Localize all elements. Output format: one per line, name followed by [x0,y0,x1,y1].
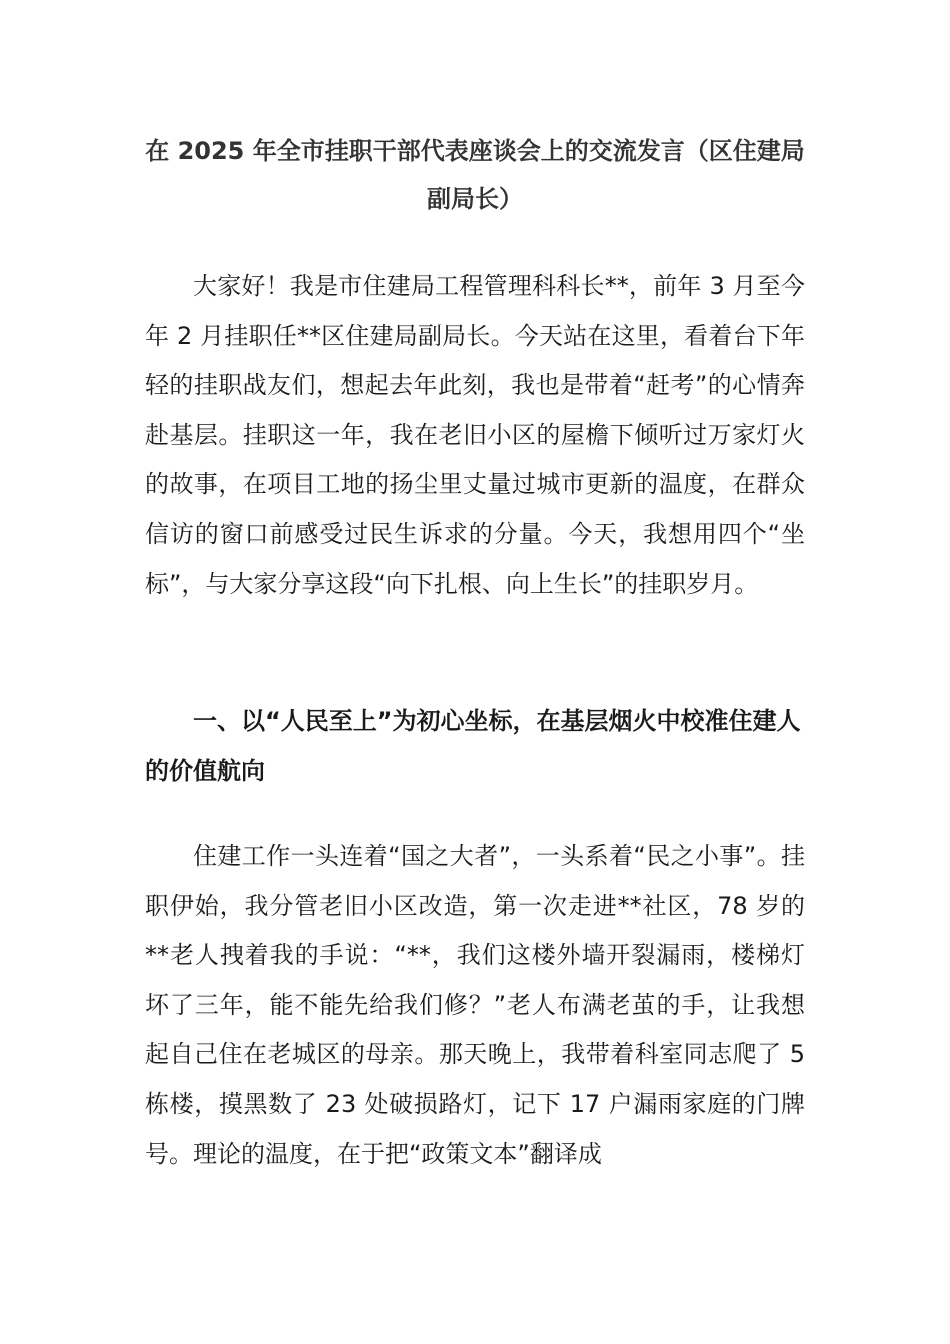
section-paragraph: 住建工作一头连着“国之大者”，一头系着“民之小事”。挂职伊始，我分管老旧小区改造，第一次走进**社区，78 岁的**老人拽着我的手说：“**，我们这楼外墙开裂漏雨，楼梯灯坏了三年，能不能先给我们修？”老人布满老茧的手，让我想起自己住在老城区的母亲。那天晚上，我带着科室同志爬了 5 栋楼，摸黑数了 23 处破损路灯，记下 17 户漏雨家庭的门牌号。理论的温度，在于把“政策文本”翻译成 [145,842,805,1168]
document-title: 在 2025 年全市挂职干部代表座谈会上的交流发言（区住建局副局长） [145,137,805,213]
intro-paragraph: 大家好！我是市住建局工程管理科科长**，前年 3 月至今年 2 月挂职任**区住建局副局长。今天站在这里，看着台下年轻的挂职战友们，想起去年此刻，我也是带着“赶考”的心情奔赴基层。挂职这一年，我在老旧小区的屋檐下倾听过万家灯火的故事，在项目工地的扬尘里丈量过城市更新的温度，在群众信访的窗口前感受过民生诉求的分量。今天，我想用四个“坐标”，与大家分享这段“向下扎根、向上生长”的挂职岁月。 [145,272,805,598]
section-heading: 一、以“人民至上”为初心坐标，在基层烟火中校准住建人的价值航向 [145,707,801,785]
